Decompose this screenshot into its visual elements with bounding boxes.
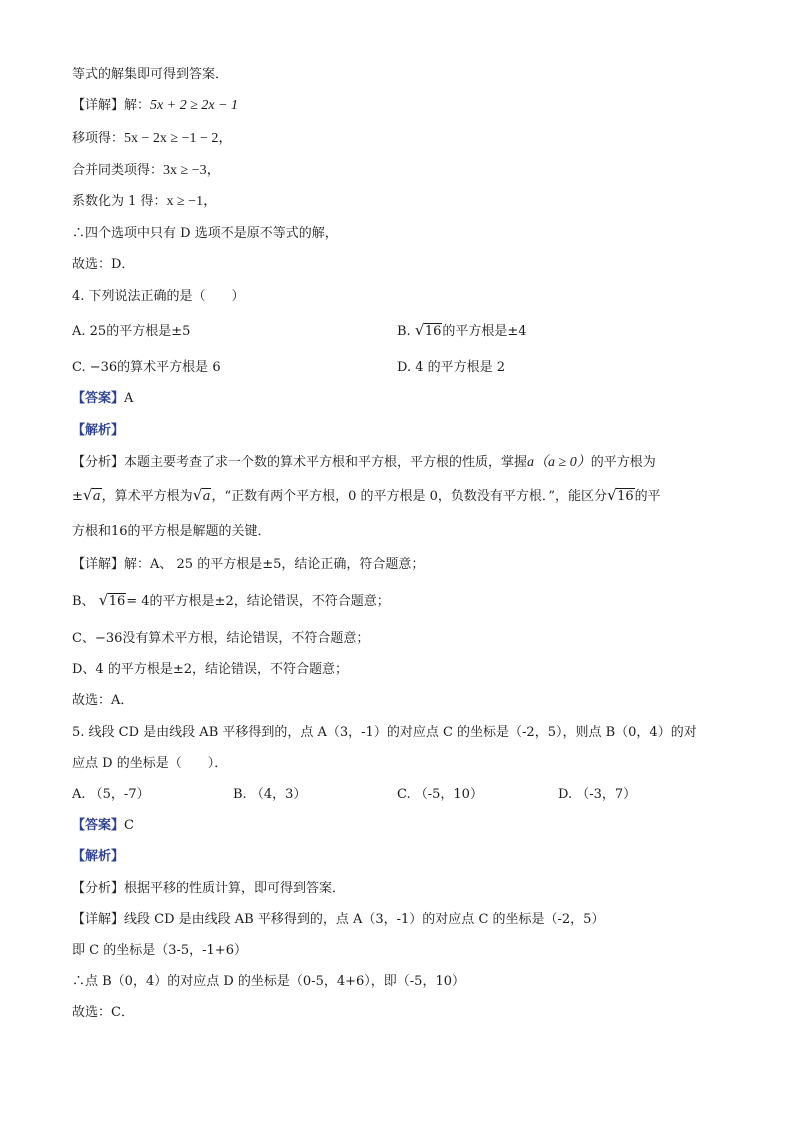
text-line: 故选：D． — [72, 257, 135, 272]
q4-detail-line-2: B、 √ 16= 4的平方根是±2，结论错误，不符合题意； — [72, 593, 390, 611]
question-4-stem: 4. 下列说法正确的是（ ） — [72, 289, 245, 304]
text-line: 移项得：5x − 2x ≥ −1 − 2， — [72, 131, 233, 146]
answer-label: 【答案】 — [72, 818, 125, 833]
q4-detail-line-5: 故选：A． — [72, 693, 134, 708]
q4-detail-line-4: D、4 的平方根是±2，结论错误，不符合题意； — [72, 662, 348, 677]
q4-detail-line-3: C、−36没有算术平方根，结论错误，不符合题意； — [72, 631, 370, 646]
q4-option-a: A. 25的平方根是±5 — [72, 324, 191, 339]
question-5-stem-1: 5. 线段 CD 是由线段 AB 平移得到的，点 A（3，-1）的对应点 C 的坐标是（-2，5），则点 B（0，4）的对 — [72, 725, 697, 740]
q5-option-d: D. （-3，7） — [558, 787, 637, 802]
q5-option-a: A. （5，-7） — [72, 787, 150, 802]
q4-detail-line-1: 【详解】解：A、 25 的平方根是±5，结论正确，符合题意； — [72, 557, 425, 572]
text-line: 等式的解集即可得到答案． — [72, 67, 229, 82]
q4-option-b: B. √ 16的平方根是±4 — [397, 323, 527, 341]
q5-detail-line-2: 即 C 的坐标是（3-5，-1+6） — [72, 943, 247, 958]
q4-answer: 【答案】A — [72, 391, 134, 406]
q5-detail-line-4: 故选：C． — [72, 1005, 134, 1020]
q4-option-d: D. 4 的平方根是 2 — [397, 360, 506, 375]
q5-detail-line-1: 【详解】线段 CD 是由线段 AB 平移得到的，点 A（3，-1）的对应点 C 的坐标是（-2，5） — [72, 912, 605, 927]
q5-option-c: C. （-5，10） — [397, 787, 483, 802]
q4-option-c: C. −36的算术平方根是 6 — [72, 360, 221, 375]
q4-analysis-heading: 【解析】 — [72, 423, 125, 438]
q5-answer: 【答案】C — [72, 818, 134, 833]
sqrt-sign: √ 16 — [607, 488, 635, 506]
q4-analysis-line-1: 【分析】本题主要考查了求一个数的算术平方根和平方根，平方根的性质，掌握a（a ≥ 0）的平方根为 — [72, 455, 656, 470]
q4-analysis-line-3: 方根和16的平方根是解题的关键． — [72, 524, 271, 539]
text-line: 系数化为 1 得：x ≥ −1， — [72, 194, 218, 209]
question-5-stem-2: 应点 D 的坐标是（ ）． — [72, 756, 228, 771]
sqrt-sign: √ 16 — [99, 593, 127, 611]
q5-detail-line-3: ∴点 B（0，4）的对应点 D 的坐标是（0-5，4+6），即（-5，10） — [72, 974, 465, 989]
sqrt-sign: √ a — [83, 488, 102, 506]
detail-line: 【详解】解：5x + 2 ≥ 2x − 1 — [72, 98, 239, 113]
q5-analysis: 【分析】根据平移的性质计算，即可得到答案． — [72, 881, 346, 896]
q5-option-b: B. （4，3） — [233, 787, 307, 802]
detail-label: 【详解】 — [72, 98, 125, 113]
sqrt-sign: √ a — [193, 488, 212, 506]
text-line: ∴四个选项中只有 D 选项不是原不等式的解， — [72, 226, 338, 241]
q4-analysis-line-2: ±√ a，算术平方根为√ a，“正数有两个平方根，0 的平方根是 0，负数没有平方根．”，能区分√ 16的平 — [72, 488, 661, 506]
answer-label: 【答案】 — [72, 391, 125, 406]
sqrt-sign: √ 16 — [415, 323, 443, 341]
inequality: 5x + 2 ≥ 2x − 1 — [150, 98, 239, 113]
text-line: 合并同类项得：3x ≥ −3， — [72, 163, 221, 178]
q5-analysis-heading: 【解析】 — [72, 849, 125, 864]
